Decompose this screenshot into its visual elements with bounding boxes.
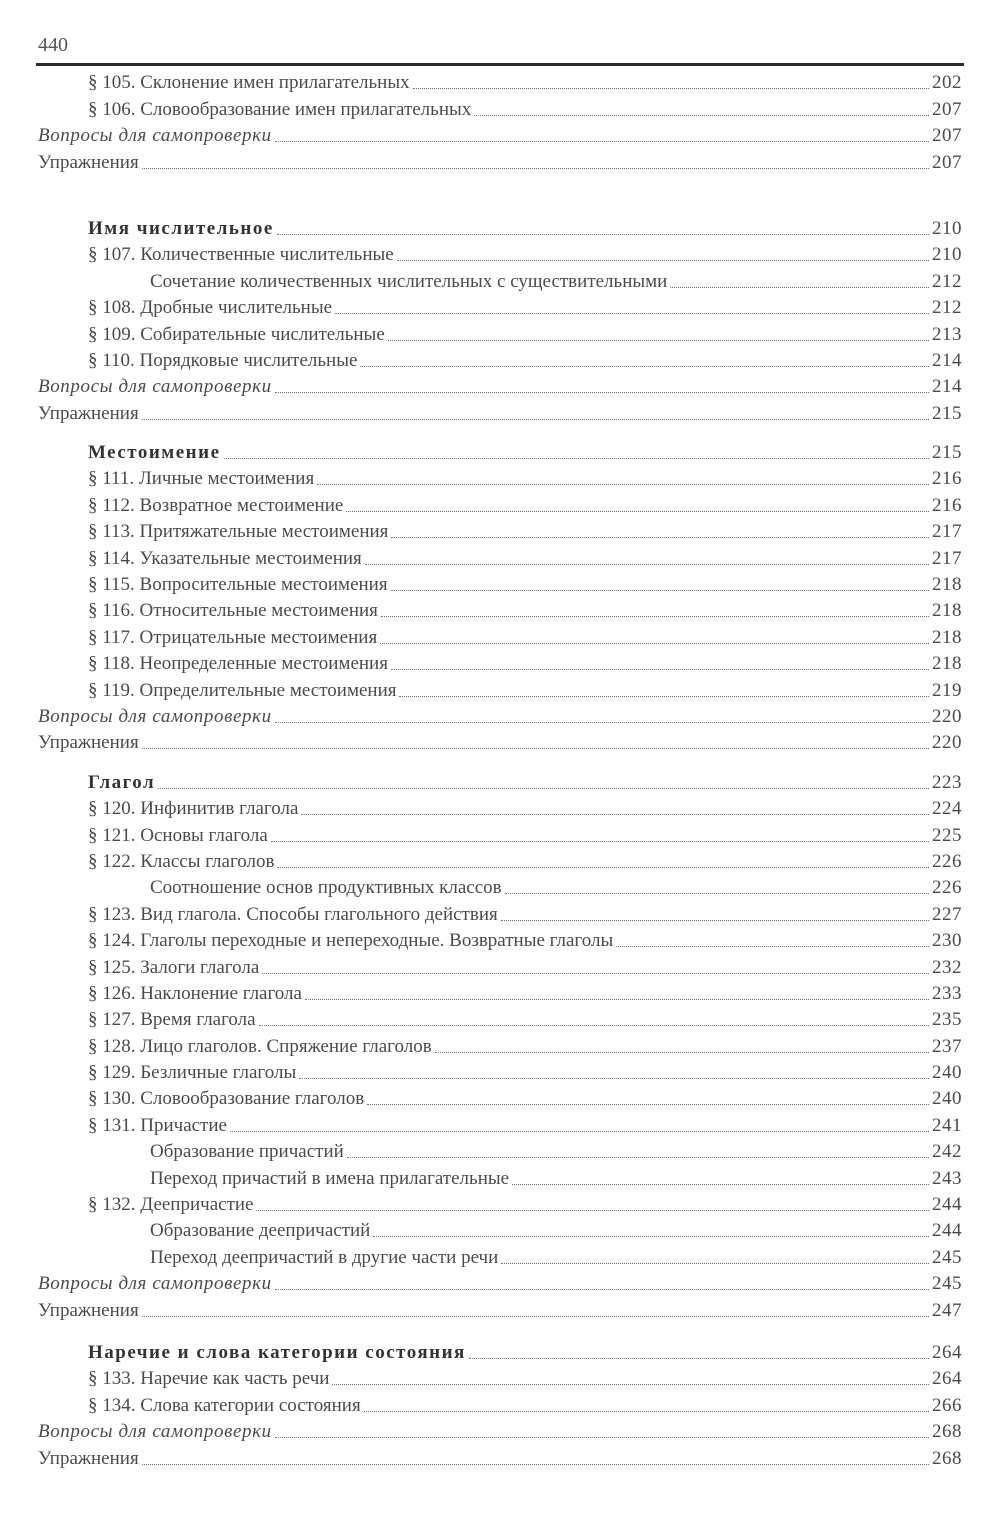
entry-title: Соотношение основ продуктивных классов <box>150 877 502 899</box>
dot-leader <box>262 973 929 974</box>
toc-entry <box>0 649 1000 675</box>
dot-leader <box>380 643 929 644</box>
table-of-contents <box>0 68 1000 1470</box>
entry-page-number: 230 <box>932 930 962 952</box>
dot-leader <box>224 458 929 459</box>
dot-leader <box>301 814 929 815</box>
entry-page-number: 233 <box>932 982 962 1004</box>
dot-leader <box>335 313 929 314</box>
toc-entry <box>0 319 1000 345</box>
entry-page-number: 264 <box>932 1368 962 1390</box>
toc-entry <box>0 1058 1000 1084</box>
entry-title: Упражнения <box>38 1447 139 1469</box>
entry-title: § 107. Количественные числительные <box>88 244 394 266</box>
dot-leader <box>259 1025 929 1026</box>
entry-page-number: 220 <box>932 705 962 727</box>
entry-title: Наречие и слова категории состояния <box>88 1341 466 1363</box>
entry-title: Вопросы для самопроверки <box>38 376 272 398</box>
dot-leader <box>501 920 929 921</box>
toc-entry <box>0 1216 1000 1242</box>
entry-page-number: 215 <box>932 442 962 464</box>
dot-leader <box>505 893 929 894</box>
dot-leader <box>435 1052 929 1053</box>
entry-title: § 115. Вопросительные местоимения <box>88 574 388 596</box>
dot-leader <box>275 1437 929 1438</box>
toc-entry <box>0 596 1000 622</box>
dot-leader <box>277 867 929 868</box>
toc-entry <box>0 952 1000 978</box>
entry-page-number: 226 <box>932 850 962 872</box>
dot-leader <box>391 590 929 591</box>
entry-title: Вопросы для самопроверки <box>38 1421 272 1443</box>
entry-page-number: 219 <box>932 679 962 701</box>
entry-title: § 108. Дробные числительные <box>88 297 333 319</box>
toc-entry <box>0 899 1000 925</box>
entry-title: § 120. Инфинитив глагола <box>88 798 299 820</box>
dot-leader <box>142 419 929 420</box>
dot-leader <box>670 287 929 288</box>
toc-entry <box>0 1295 1000 1321</box>
dot-leader <box>142 748 929 749</box>
entry-page-number: 217 <box>932 547 962 569</box>
dot-leader <box>367 1104 929 1105</box>
toc-section <box>0 438 1000 755</box>
entry-page-number: 207 <box>932 125 962 147</box>
entry-title: § 113. Притяжательные местоимения <box>88 521 389 543</box>
entry-page-number: 216 <box>932 468 962 490</box>
entry-title: Упражнения <box>38 1299 139 1321</box>
toc-section <box>0 214 1000 425</box>
entry-title: Переход причастий в имена прилагательные <box>150 1167 510 1189</box>
dot-leader <box>391 537 929 538</box>
entry-title: Переход деепричастий в другие части речи <box>150 1246 499 1268</box>
entry-page-number: 226 <box>932 877 962 899</box>
entry-page-number: 225 <box>932 824 962 846</box>
toc-entry <box>0 1137 1000 1163</box>
entry-title: Упражнения <box>38 402 139 424</box>
toc-entry <box>0 464 1000 490</box>
entry-title: § 111. Личные местоимения <box>88 468 315 490</box>
dot-leader <box>275 141 929 142</box>
dot-leader <box>616 946 929 947</box>
entry-title: Сочетание количественных числительных с существительными <box>150 270 668 292</box>
toc-entry <box>0 979 1000 1005</box>
entry-page-number: 242 <box>932 1141 962 1163</box>
toc-entry <box>0 622 1000 648</box>
entry-title: § 117. Отрицательные местоимения <box>88 626 378 648</box>
dot-leader <box>275 722 929 723</box>
entry-page-number: 224 <box>932 798 962 820</box>
entry-title: § 118. Неопределенные местоимения <box>88 653 388 675</box>
dot-leader <box>332 1384 929 1385</box>
entry-title: Образование причастий <box>150 1141 344 1163</box>
dot-leader <box>469 1358 929 1359</box>
dot-leader <box>501 1263 929 1264</box>
entry-page-number: 216 <box>932 494 962 516</box>
toc-entry <box>0 543 1000 569</box>
entry-page-number: 268 <box>932 1447 962 1469</box>
toc-entry <box>0 266 1000 292</box>
toc-entry <box>0 1242 1000 1268</box>
entry-page-number: 210 <box>932 217 962 239</box>
toc-entry <box>0 293 1000 319</box>
entry-title: § 105. Склонение имен прилагательных <box>88 72 410 94</box>
dot-leader <box>271 841 929 842</box>
toc-entry <box>0 517 1000 543</box>
toc-entry <box>0 873 1000 899</box>
dot-leader <box>158 788 929 789</box>
entry-page-number: 240 <box>932 1062 962 1084</box>
dot-leader <box>142 1464 929 1465</box>
toc-entry <box>0 1163 1000 1189</box>
dot-leader <box>346 511 929 512</box>
toc-entry <box>0 68 1000 94</box>
entry-title: § 126. Наклонение глагола <box>88 982 302 1004</box>
entry-title: § 130. Словообразование глаголов <box>88 1088 365 1110</box>
dot-leader <box>142 1316 929 1317</box>
entry-page-number: 244 <box>932 1220 962 1242</box>
entry-page-number: 213 <box>932 323 962 345</box>
dot-leader <box>142 168 929 169</box>
entry-title: Упражнения <box>38 151 139 173</box>
page-number: 440 <box>38 34 68 56</box>
entry-title: § 129. Безличные глаголы <box>88 1062 297 1084</box>
toc-entry <box>0 94 1000 120</box>
entry-page-number: 215 <box>932 402 962 424</box>
dot-leader <box>388 340 929 341</box>
dot-leader <box>397 260 929 261</box>
entry-page-number: 241 <box>932 1114 962 1136</box>
entry-title: § 122. Классы глаголов <box>88 850 275 872</box>
entry-page-number: 232 <box>932 956 962 978</box>
entry-page-number: 218 <box>932 626 962 648</box>
entry-title: Имя числительное <box>88 217 274 239</box>
entry-page-number: 264 <box>932 1341 962 1363</box>
entry-page-number: 214 <box>932 349 962 371</box>
toc-entry <box>0 820 1000 846</box>
entry-title: § 134. Слова категории состояния <box>88 1394 361 1416</box>
entry-title: § 128. Лицо глаголов. Спряжение глаголов <box>88 1035 432 1057</box>
dot-leader <box>373 1236 929 1237</box>
dot-leader <box>347 1157 929 1158</box>
entry-page-number: 220 <box>932 732 962 754</box>
entry-page-number: 245 <box>932 1273 962 1295</box>
toc-entry <box>0 147 1000 173</box>
dot-leader <box>230 1131 929 1132</box>
toc-entry <box>0 728 1000 754</box>
dot-leader <box>364 1411 929 1412</box>
dot-leader <box>391 669 929 670</box>
entry-title: § 116. Относительные местоимения <box>88 600 378 622</box>
toc-entry <box>0 398 1000 424</box>
toc-chapter-heading <box>0 767 1000 793</box>
entry-title: § 109. Собирательные числительные <box>88 323 385 345</box>
entry-page-number: 218 <box>932 653 962 675</box>
entry-title: § 125. Залоги глагола <box>88 956 260 978</box>
dot-leader <box>399 696 929 697</box>
toc-entry <box>0 1031 1000 1057</box>
toc-entry <box>0 1269 1000 1295</box>
dot-leader <box>474 115 929 116</box>
entry-page-number: 207 <box>932 151 962 173</box>
toc-section <box>0 1338 1000 1470</box>
entry-page-number: 218 <box>932 574 962 596</box>
entry-title: Упражнения <box>38 732 139 754</box>
toc-entry <box>0 1084 1000 1110</box>
entry-page-number: 210 <box>932 244 962 266</box>
toc-section <box>0 767 1000 1321</box>
entry-page-number: 202 <box>932 72 962 94</box>
entry-title: Вопросы для самопроверки <box>38 125 272 147</box>
dot-leader <box>512 1184 929 1185</box>
entry-page-number: 223 <box>932 771 962 793</box>
entry-title: § 133. Наречие как часть речи <box>88 1368 330 1390</box>
entry-title: § 119. Определительные местоимения <box>88 679 397 701</box>
toc-entry <box>0 702 1000 728</box>
entry-title: § 132. Деепричастие <box>88 1194 254 1216</box>
entry-page-number: 217 <box>932 521 962 543</box>
toc-entry <box>0 121 1000 147</box>
entry-page-number: 266 <box>932 1394 962 1416</box>
dot-leader <box>275 392 929 393</box>
toc-chapter-heading <box>0 438 1000 464</box>
toc-entry <box>0 1417 1000 1443</box>
entry-title: § 123. Вид глагола. Способы глагольного действия <box>88 903 498 925</box>
dot-leader <box>360 366 929 367</box>
entry-page-number: 268 <box>932 1421 962 1443</box>
entry-page-number: 214 <box>932 376 962 398</box>
entry-page-number: 245 <box>932 1246 962 1268</box>
entry-page-number: 240 <box>932 1088 962 1110</box>
entry-title: § 110. Порядковые числительные <box>88 349 358 371</box>
entry-page-number: 235 <box>932 1009 962 1031</box>
entry-title: Местоимение <box>88 442 221 464</box>
entry-title: Вопросы для самопроверки <box>38 1273 272 1295</box>
dot-leader <box>305 999 929 1000</box>
entry-title: § 114. Указательные местоимения <box>88 547 362 569</box>
toc-entry <box>0 847 1000 873</box>
toc-entry <box>0 675 1000 701</box>
entry-page-number: 212 <box>932 270 962 292</box>
dot-leader <box>275 1289 929 1290</box>
entry-title: Глагол <box>88 771 156 793</box>
header-rule <box>36 63 964 66</box>
toc-section <box>0 68 1000 174</box>
toc-entry <box>0 490 1000 516</box>
entry-page-number: 244 <box>932 1194 962 1216</box>
toc-entry <box>0 794 1000 820</box>
toc-entry <box>0 240 1000 266</box>
toc-chapter-heading <box>0 1338 1000 1364</box>
dot-leader <box>365 564 929 565</box>
dot-leader <box>317 484 929 485</box>
entry-page-number: 212 <box>932 297 962 319</box>
toc-entry <box>0 346 1000 372</box>
entry-page-number: 243 <box>932 1167 962 1189</box>
entry-page-number: 247 <box>932 1299 962 1321</box>
entry-title: Образование деепричастий <box>150 1220 371 1242</box>
toc-entry <box>0 1390 1000 1416</box>
toc-entry <box>0 1190 1000 1216</box>
entry-page-number: 237 <box>932 1035 962 1057</box>
dot-leader <box>381 616 929 617</box>
toc-entry <box>0 1443 1000 1469</box>
toc-entry <box>0 1005 1000 1031</box>
toc-entry <box>0 1110 1000 1136</box>
toc-entry <box>0 1364 1000 1390</box>
toc-entry <box>0 372 1000 398</box>
dot-leader <box>413 88 929 89</box>
entry-title: § 127. Время глагола <box>88 1009 256 1031</box>
entry-title: Вопросы для самопроверки <box>38 705 272 727</box>
toc-entry <box>0 926 1000 952</box>
entry-page-number: 218 <box>932 600 962 622</box>
dot-leader <box>299 1078 929 1079</box>
entry-page-number: 227 <box>932 903 962 925</box>
toc-chapter-heading <box>0 214 1000 240</box>
entry-title: § 112. Возвратное местоимение <box>88 494 344 516</box>
entry-page-number: 207 <box>932 98 962 120</box>
dot-leader <box>256 1210 929 1211</box>
toc-entry <box>0 570 1000 596</box>
entry-title: § 121. Основы глагола <box>88 824 268 846</box>
entry-title: § 131. Причастие <box>88 1114 227 1136</box>
entry-title: § 124. Глаголы переходные и непереходные. Возвратные глаголы <box>88 930 614 952</box>
entry-title: § 106. Словообразование имен прилагательных <box>88 98 472 120</box>
dot-leader <box>277 234 929 235</box>
